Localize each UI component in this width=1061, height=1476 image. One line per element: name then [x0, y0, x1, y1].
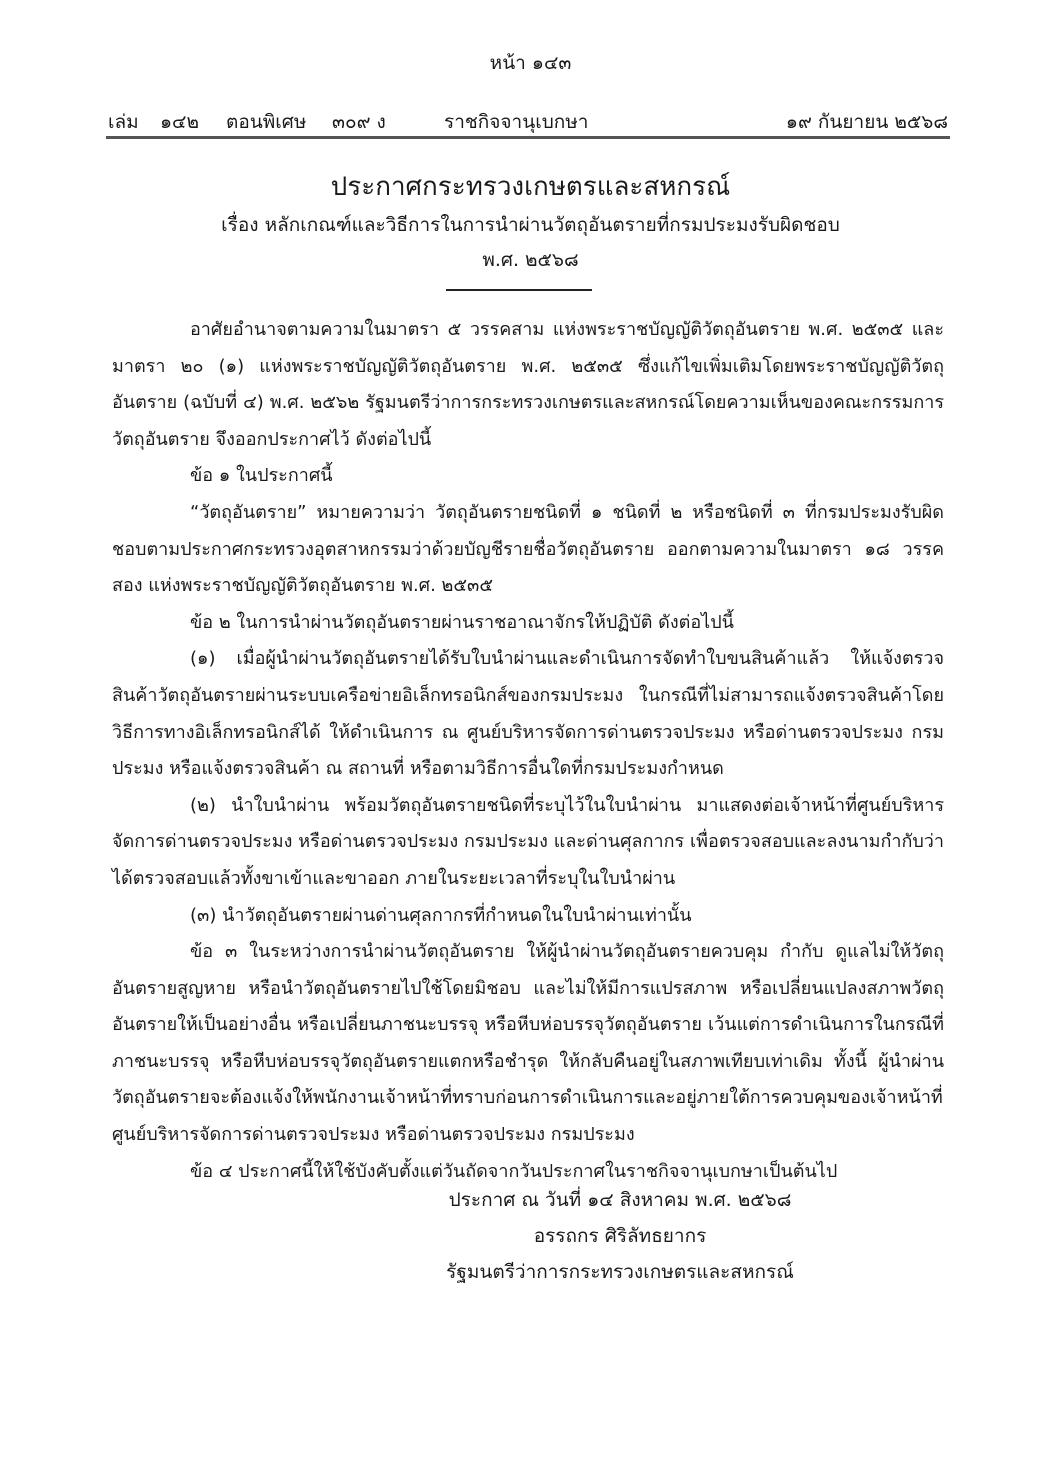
issue-number: ๓๐๙ ง	[332, 111, 386, 133]
preamble-paragraph: อาศัยอำนาจตามความในมาตรา ๕ วรรคสาม แห่งพระราชบัญญัติวัตถุอันตราย พ.ศ. ๒๕๓๕ และมาตรา ๒๐ (๑) แห่งพระราชบัญญัติวัตถุอันตราย พ.ศ. ๒๕๓๕ ซึ่งแก้ไขเพิ่มเติมโดยพระราชบัญญัติวัตถุอันตราย (ฉบับที่ ๔) พ.ศ. ๒๕๖๒ รัฐมนตรีว่าการกระทรวงเกษตรและสหกรณ์โดยความเห็นของคณะกรรมการวัตถุอันตราย จึงออกประกาศไว้ ดังต่อไปนี้	[112, 319, 944, 450]
document-year: พ.ศ. ๒๕๖๘	[482, 249, 579, 271]
clause-3: ข้อ ๓ ในระหว่างการนำผ่านวัตถุอันตราย ให้ผู้นำผ่านวัตถุอันตรายควบคุม กำกับ ดูแลไม่ให้วัตถุอันตรายสูญหาย หรือนำวัตถุอันตรายไปใช้โดยมิชอบ และไม่ให้มีการแปรสภาพ หรือเปลี่ยนแปลงสภาพวัตถุอันตรายให้เป็นอย่างอื่น หรือเปลี่ยนภาชนะบรรจุ หรือหีบห่อบรรจุวัตถุอันตราย เว้นแต่การดำเนินการในกรณีที่ภาชนะบรรจุ หรือหีบห่อบรรจุวัตถุอันตรายแตกหรือชำรุด ให้กลับคืนอยู่ในสภาพเทียบเท่าเดิม ทั้งนี้ ผู้นำผ่านวัตถุอันตรายจะต้องแจ้งให้พนักงานเจ้าหน้าที่ทราบก่อนการดำเนินการและอยู่ภายใต้การควบคุมของเจ้าหน้าที่ศูนย์บริหารจัดการด่านตรวจประมง หรือด่านตรวจประมง กรมประมง	[112, 941, 944, 1146]
announcement-date: ประกาศ ณ วันที่ ๑๔ สิงหาคม พ.ศ. ๒๕๖๘	[448, 1189, 792, 1211]
volume-label: เล่ม	[108, 111, 139, 133]
clause-4: ข้อ ๔ ประกาศนี้ให้ใช้บังคับตั้งแต่วันถัดจากวันประกาศในราชกิจจานุเบกษาเป็นต้นไป	[190, 1160, 838, 1182]
clause-2-item-1: (๑) เมื่อผู้นำผ่านวัตถุอันตรายได้รับใบนำผ่านและดำเนินการจัดทำใบขนสินค้าแล้ว ให้แจ้งตรวจสินค้าวัตถุอันตรายผ่านระบบเครือข่ายอิเล็กทรอนิกส์ของกรมประมง ในกรณีที่ไม่สามารถแจ้งตรวจสินค้าโดยวิธีการทางอิเล็กทรอนิกส์ได้ ให้ดำเนินการ ณ ศูนย์บริหารจัดการด่านตรวจประมง หรือด่านตรวจประมง กรมประมง หรือแจ้งตรวจสินค้า ณ สถานที่ หรือตามวิธีการอื่นใดที่กรมประมงกำหนด	[112, 648, 944, 780]
signatory-position: รัฐมนตรีว่าการกระทรวงเกษตรและสหกรณ์	[446, 1261, 794, 1283]
publication-date: ๑๙ กันยายน ๒๕๖๘	[785, 111, 948, 133]
document-subject: เรื่อง หลักเกณฑ์และวิธีการในการนำผ่านวัตถุอันตรายที่กรมประมงรับผิดชอบ	[221, 214, 840, 236]
issue-label: ตอนพิเศษ	[226, 111, 307, 133]
signature-block	[400, 1182, 840, 1290]
definition-paragraph: “วัตถุอันตราย” หมายความว่า วัตถุอันตรายชนิดที่ ๑ ชนิดที่ ๒ หรือชนิดที่ ๓ ที่กรมประมงรับผิดชอบตามประกาศกระทรวงอุตสาหกรรมว่าด้วยบัญชีรายชื่อวัตถุอันตราย ออกตามความในมาตรา ๑๘ วรรคสอง แห่งพระราชบัญญัติวัตถุอันตราย พ.ศ. ๒๕๓๕	[112, 501, 944, 597]
volume-number: ๑๔๒	[160, 111, 199, 133]
signatory-name: อรรถกร ศิริลัทธยากร	[533, 1225, 707, 1247]
clause-2-item-3: (๓) นำวัตถุอันตรายผ่านด่านศุลกากรที่กำหนดในใบนำผ่านเท่านั้น	[190, 904, 692, 926]
gazette-header	[108, 107, 948, 135]
document-title: ประกาศกระทรวงเกษตรและสหกรณ์	[330, 172, 731, 202]
gazette-name: ราชกิจจานุเบกษา	[444, 111, 589, 133]
page-number: หน้า ๑๔๓	[489, 52, 572, 74]
clause-1: ข้อ ๑ ในประกาศนี้	[190, 465, 333, 487]
document-body	[112, 312, 944, 1190]
clause-2-item-2: (๒) นำใบนำผ่าน พร้อมวัตถุอันตรายชนิดที่ระบุไว้ในใบนำผ่าน มาแสดงต่อเจ้าหน้าที่ศูนย์บริหารจัดการด่านตรวจประมง หรือด่านตรวจประมง กรมประมง และด่านศุลกากร เพื่อตรวจสอบและลงนามกำกับว่าได้ตรวจสอบแล้วทั้งขาเข้าและขาออก ภายในระยะเวลาที่ระบุในใบนำผ่าน	[112, 794, 944, 889]
title-divider	[446, 289, 592, 291]
header-divider	[106, 136, 950, 139]
clause-2: ข้อ ๒ ในการนำผ่านวัตถุอันตรายผ่านราชอาณาจักรให้ปฏิบัติ ดังต่อไปนี้	[190, 611, 734, 633]
